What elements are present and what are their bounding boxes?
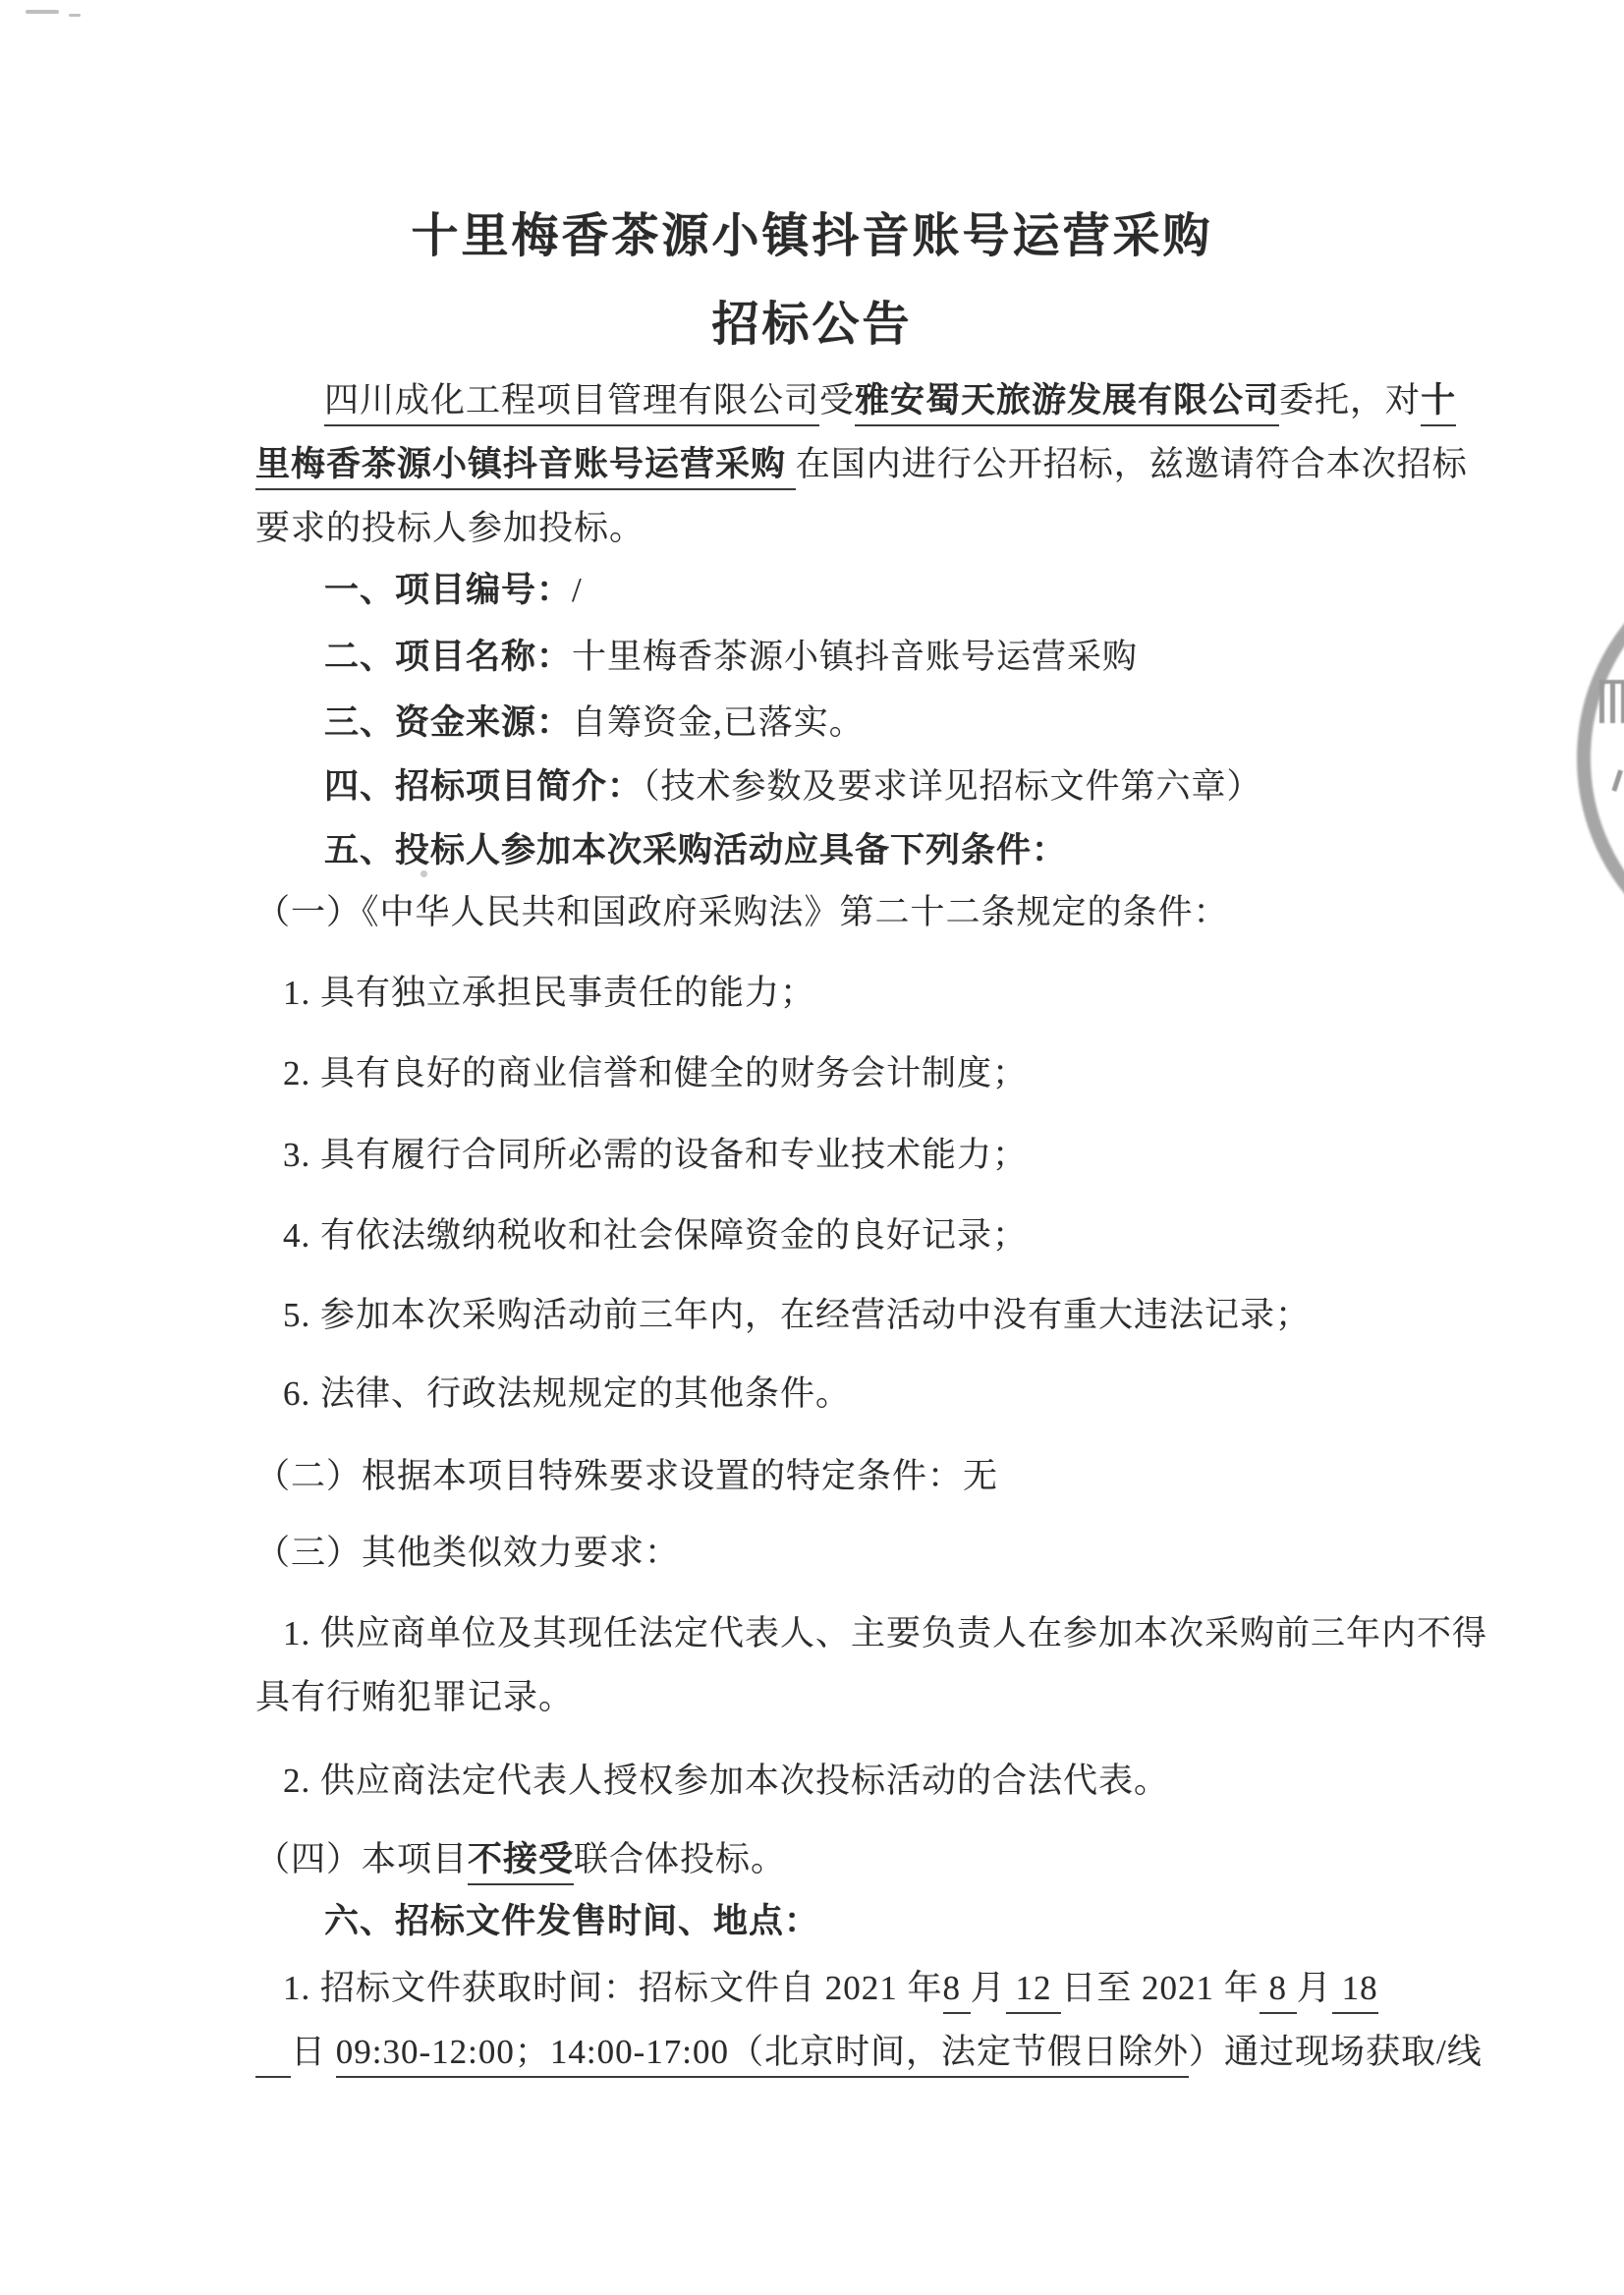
text-segment: 要求的投标人参加投标。 bbox=[255, 509, 645, 547]
item-2-project-name bbox=[255, 625, 1552, 689]
text-segment: 2. 具有良好的商业信誉和健全的财务会计制度； bbox=[283, 1054, 1029, 1092]
text-segment: 具有行贿犯罪记录。 bbox=[255, 1678, 575, 1716]
text-segment: 联合体投标。 bbox=[574, 1840, 787, 1878]
text-segment: 十里梅香茶源小镇抖音账号运营采购 bbox=[572, 638, 1139, 676]
condition-6 bbox=[255, 1362, 1552, 1426]
text-segment: 4. 有依法缴纳税收和社会保障资金的良好记录； bbox=[283, 1216, 1029, 1255]
item-3-funding-source bbox=[255, 691, 1552, 755]
condition-group-2 bbox=[255, 1444, 1552, 1508]
text-segment: 18 bbox=[1332, 1969, 1378, 2014]
text-segment: 在国内进行公开招标，兹邀请符合本次招标 bbox=[795, 445, 1468, 483]
text-segment: 不接受 bbox=[468, 1840, 574, 1885]
text-segment: 8 bbox=[1260, 1969, 1297, 2014]
text-segment bbox=[255, 2033, 291, 2078]
condition-1 bbox=[255, 961, 1552, 1025]
text-segment: 5. 参加本次采购活动前三年内，在经营活动中没有重大违法记录； bbox=[283, 1296, 1312, 1334]
text-segment: 1. 招标文件获取时间：招标文件自 2021 年 bbox=[283, 1969, 943, 2007]
document-obtain-time bbox=[255, 1956, 1552, 2084]
text-segment: 2. 供应商法定代表人授权参加本次投标活动的合法代表。 bbox=[283, 1762, 1170, 1800]
condition-5 bbox=[255, 1283, 1552, 1347]
text-segment: 6. 法律、行政法规规定的其他条件。 bbox=[283, 1374, 852, 1413]
scan-artifact bbox=[420, 870, 427, 877]
text-segment: （二）根据本项目特殊要求设置的特定条件：无 bbox=[255, 1457, 999, 1495]
condition-group-3 bbox=[255, 1521, 1552, 1585]
condition-2 bbox=[255, 1041, 1552, 1105]
partial-seal-stamp-arc bbox=[1577, 542, 1624, 975]
intro-paragraph bbox=[255, 368, 1552, 560]
text-segment: （四）本项目 bbox=[255, 1840, 469, 1878]
effect-requirement-2 bbox=[255, 1749, 1552, 1813]
item-1-project-number bbox=[255, 558, 1552, 622]
scan-artifact bbox=[26, 10, 59, 14]
text-segment: 3. 具有履行合同所必需的设备和专业技术能力； bbox=[283, 1136, 1029, 1174]
text-segment: 日 bbox=[291, 2033, 336, 2071]
text-segment: 六、招标文件发售时间、地点： bbox=[324, 1902, 820, 1940]
condition-group-4 bbox=[255, 1827, 1552, 1891]
text-segment: / bbox=[572, 571, 583, 609]
condition-3 bbox=[255, 1123, 1552, 1187]
text-segment: 委托，对 bbox=[1279, 381, 1422, 420]
text-segment: ）通过现场获取/线 bbox=[1189, 2033, 1483, 2071]
text-segment: 一、项目编号： bbox=[324, 571, 573, 609]
text-segment: 三、资金来源： bbox=[324, 703, 573, 742]
text-segment: 1. 供应商单位及其现任法定代表人、主要负责人在参加本次采购前三年内不得 bbox=[283, 1614, 1488, 1652]
text-segment: 四川成化工程项目管理有限公司 bbox=[324, 381, 819, 426]
item-6-document-sale bbox=[255, 1889, 1552, 1953]
text-segment: 里梅香茶源小镇抖音账号运营采购 bbox=[255, 445, 796, 490]
text-segment: （技术参数及要求详见招标文件第六章） bbox=[643, 767, 1262, 806]
text-segment: 月 bbox=[1296, 1969, 1332, 2007]
text-segment: 12 bbox=[1006, 1969, 1062, 2014]
text-segment: （三）其他类似效力要求： bbox=[255, 1534, 681, 1572]
text-segment: 日至 2021 年 bbox=[1061, 1969, 1260, 2007]
text-segment: （一）《中华人民共和国政府采购法》第二十二条规定的条件： bbox=[255, 893, 1229, 931]
seal-text-fragment bbox=[1599, 680, 1624, 723]
text-segment: 自筹资金,已落实。 bbox=[572, 703, 865, 742]
item-5-bidder-conditions bbox=[255, 818, 1552, 882]
text-segment: 四、招标项目简介： bbox=[324, 767, 644, 806]
text-segment: 五、投标人参加本次采购活动应具备下列条件： bbox=[324, 831, 1068, 869]
scan-artifact bbox=[69, 14, 81, 17]
document-title-line2: 招标公告 bbox=[711, 299, 913, 351]
text-segment: 雅安蜀天旅游发展有限公司 bbox=[855, 381, 1279, 426]
text-segment: 8 bbox=[943, 1969, 971, 2014]
condition-group-1 bbox=[255, 880, 1552, 944]
text-segment: 月 bbox=[970, 1969, 1006, 2007]
text-segment: 二、项目名称： bbox=[324, 638, 573, 676]
condition-4 bbox=[255, 1203, 1552, 1267]
text-segment: 1. 具有独立承担民事责任的能力； bbox=[283, 974, 816, 1012]
text-segment: 十 bbox=[1421, 381, 1456, 426]
text-segment: 受 bbox=[819, 381, 856, 420]
item-4-project-brief bbox=[255, 755, 1552, 818]
effect-requirement-1 bbox=[255, 1601, 1552, 1729]
text-segment: 09:30-12:00；14:00-17:00（北京时间，法定节假日除外 bbox=[336, 2033, 1189, 2078]
document-title-line1: 十里梅香茶源小镇抖音账号运营采购 bbox=[411, 210, 1213, 262]
